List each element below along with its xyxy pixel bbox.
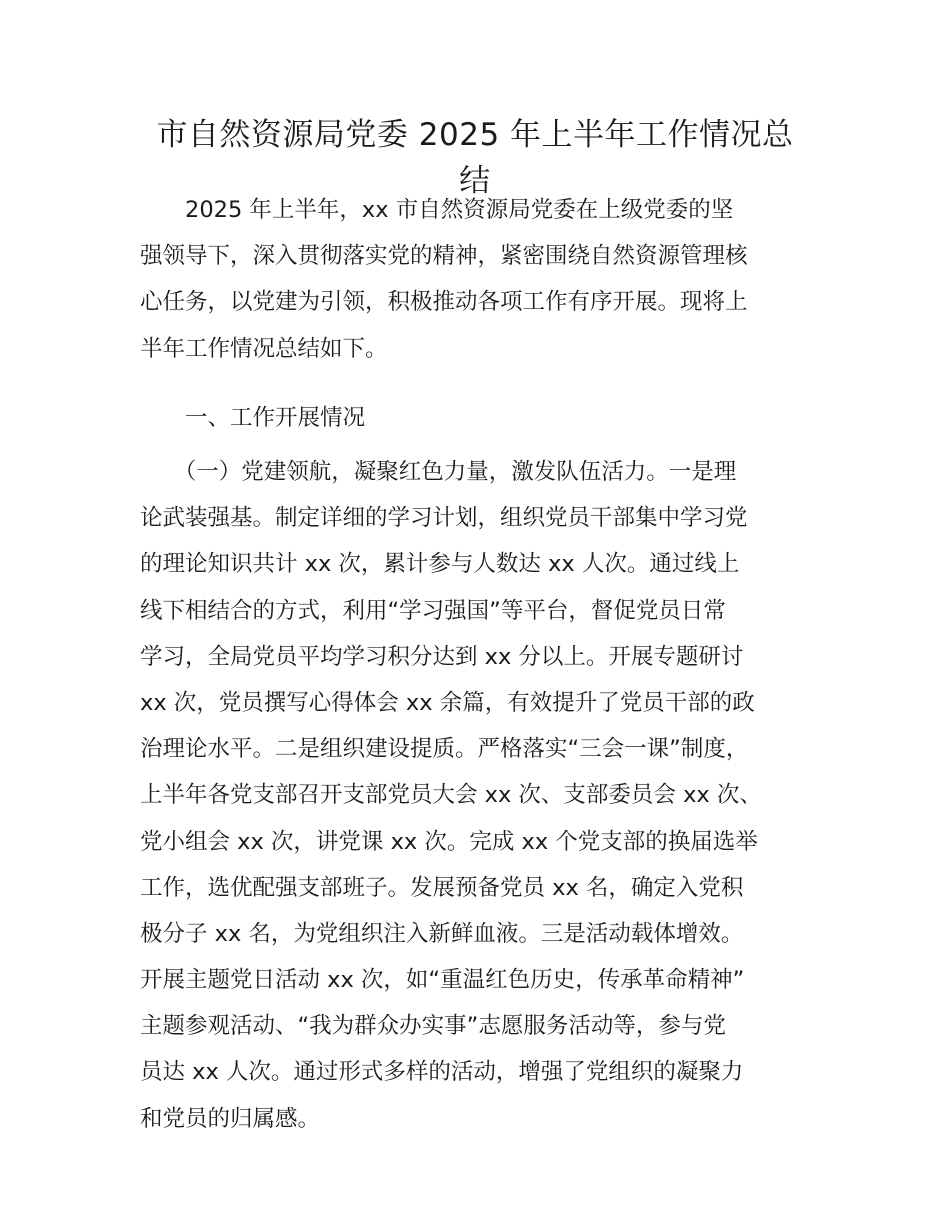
- title-line: 市自然资源局党委 2025 年上半年工作情况总: [156, 117, 794, 153]
- text-line: 论武装强基。制定详细的学习计划，组织党员干部集中学习党: [140, 505, 748, 532]
- text-line: 极分子 xx 名，为党组织注入新鲜血液。三是活动载体增效。: [140, 920, 744, 947]
- text-line: 2025 年上半年，xx 市自然资源局党委在上级党委的坚: [140, 197, 734, 223]
- text-line: 开展主题党日活动 xx 次，如“重温红色历史，传承革命精神”: [140, 967, 745, 994]
- text-line: 学习，全局党员平均学习积分达到 xx 分以上。开展专题研讨: [140, 643, 744, 670]
- title-line: 结: [459, 163, 491, 199]
- text-line: 党小组会 xx 次，讲党课 xx 次。完成 xx 个党支部的换届选举: [140, 828, 758, 855]
- text-line: 的理论知识共计 xx 次，累计参与人数达 xx 人次。通过线上: [140, 551, 740, 578]
- text-line: 强领导下，深入贯彻落实党的精神，紧密围绕自然资源管理核: [140, 243, 748, 270]
- text-line: xx 次，党员撰写心得体会 xx 余篇，有效提升了党员干部的政: [140, 689, 755, 716]
- text-line: 半年工作情况总结如下。: [140, 335, 388, 362]
- text-line: 心任务，以党建为引领，积极推动各项工作有序开展。现将上: [140, 289, 748, 316]
- text-line: 主题参观活动、“我为群众办实事”志愿服务活动等，参与党: [140, 1013, 726, 1040]
- text-line: 工作，选优配强支部班子。发展预备党员 xx 名，确定入党积: [140, 874, 744, 901]
- heading-text: 一、工作开展情况: [140, 405, 366, 431]
- intro-paragraph: [140, 187, 840, 372]
- text-line: 线下相结合的方式，利用“学习强国”等平台，督促党员日常: [140, 597, 726, 624]
- section-heading: [140, 395, 840, 441]
- text-line: （一）党建领航，凝聚红色力量，激发队伍活力。一是理: [140, 459, 737, 485]
- section-1-paragraph: [140, 449, 840, 1142]
- text-line: 上半年各党支部召开支部党员大会 xx 次、支部委员会 xx 次、: [140, 782, 762, 809]
- text-line: 治理论水平。二是组织建设提质。严格落实“三会一课”制度，: [140, 736, 749, 763]
- text-line: 和党员的归属感。: [140, 1105, 321, 1132]
- text-line: 员达 xx 人次。通过形式多样的活动，增强了党组织的凝聚力: [140, 1059, 744, 1086]
